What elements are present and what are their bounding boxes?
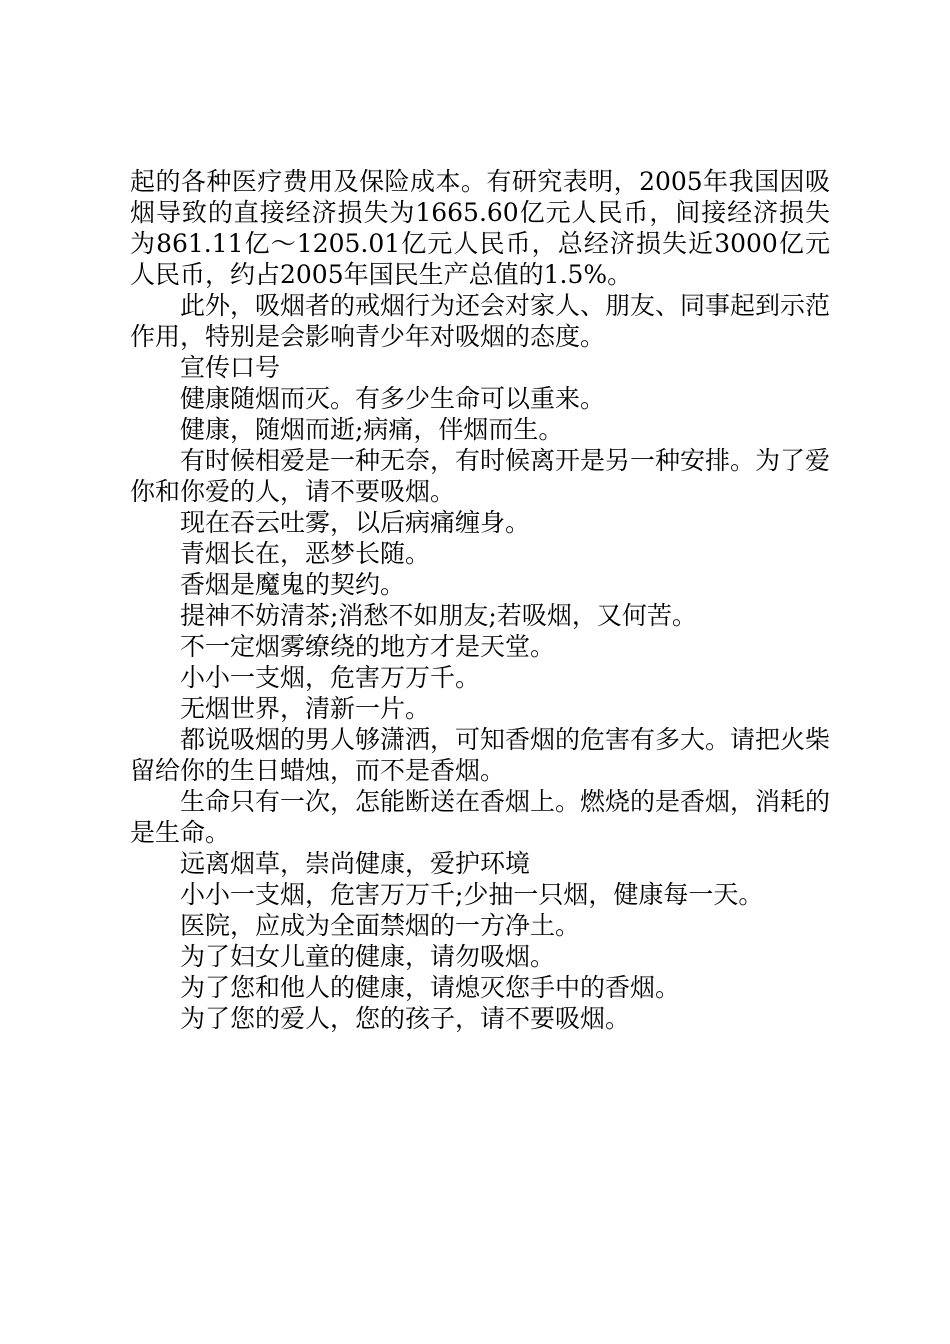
slogan-line: 无烟世界，清新一片。 <box>180 694 431 723</box>
document-body <box>130 166 830 1034</box>
slogan-line: 不一定烟雾缭绕的地方才是天堂。 <box>180 632 556 661</box>
slogan-line: 医院，应成为全面禁烟的一方净土。 <box>180 911 581 940</box>
slogan-line: 远离烟草，崇尚健康，爱护环境 <box>180 849 531 878</box>
slogan-line: 为了您和他人的健康，请熄灭您手中的香烟。 <box>180 973 681 1002</box>
paragraph: 此外，吸烟者的戒烟行为还会对家人、朋友、同事起到示范作用，特别是会影响青少年对吸烟的态度。 <box>130 291 831 351</box>
slogan-line: 为了您的爱人，您的孩子，请不要吸烟。 <box>180 1004 631 1033</box>
slogan-line: 健康，随烟而逝;病痛，伴烟而生。 <box>180 415 564 444</box>
section-heading: 宣传口号 <box>180 353 281 382</box>
slogan-line: 小小一支烟，危害万万千;少抽一只烟，健康每一天。 <box>180 880 764 909</box>
slogan-line: 有时候相爱是一种无奈，有时候离开是另一种安排。为了爱你和你爱的人，请不要吸烟。 <box>130 446 831 506</box>
slogan-line: 青烟长在，恶梦长随。 <box>180 539 431 568</box>
paragraph-continuation: 起的各种医疗费用及保险成本。有研究表明，2005年我国因吸烟导致的直接经济损失为1665.60亿元人民币，间接经济损失为861.11亿～1205.01亿元人民币，总经济损失近3000亿元人民币，约占2005年国民生产总值的1.5%。 <box>130 167 830 289</box>
slogan-line: 小小一支烟，危害万万千。 <box>180 663 481 692</box>
slogan-line: 生命只有一次，怎能断送在香烟上。燃烧的是香烟，消耗的是生命。 <box>130 787 831 847</box>
slogan-line: 为了妇女儿童的健康，请勿吸烟。 <box>180 942 556 971</box>
slogan-line: 现在吞云吐雾，以后病痛缠身。 <box>180 508 531 537</box>
slogan-line: 香烟是魔鬼的契约。 <box>180 570 406 599</box>
slogan-line: 提神不妨清茶;消愁不如朋友;若吸烟，又何苦。 <box>180 601 697 630</box>
slogan-line: 都说吸烟的男人够潇洒，可知香烟的危害有多大。请把火柴留给你的生日蜡烛，而不是香烟。 <box>130 725 831 785</box>
slogan-line: 健康随烟而灭。有多少生命可以重来。 <box>180 384 606 413</box>
